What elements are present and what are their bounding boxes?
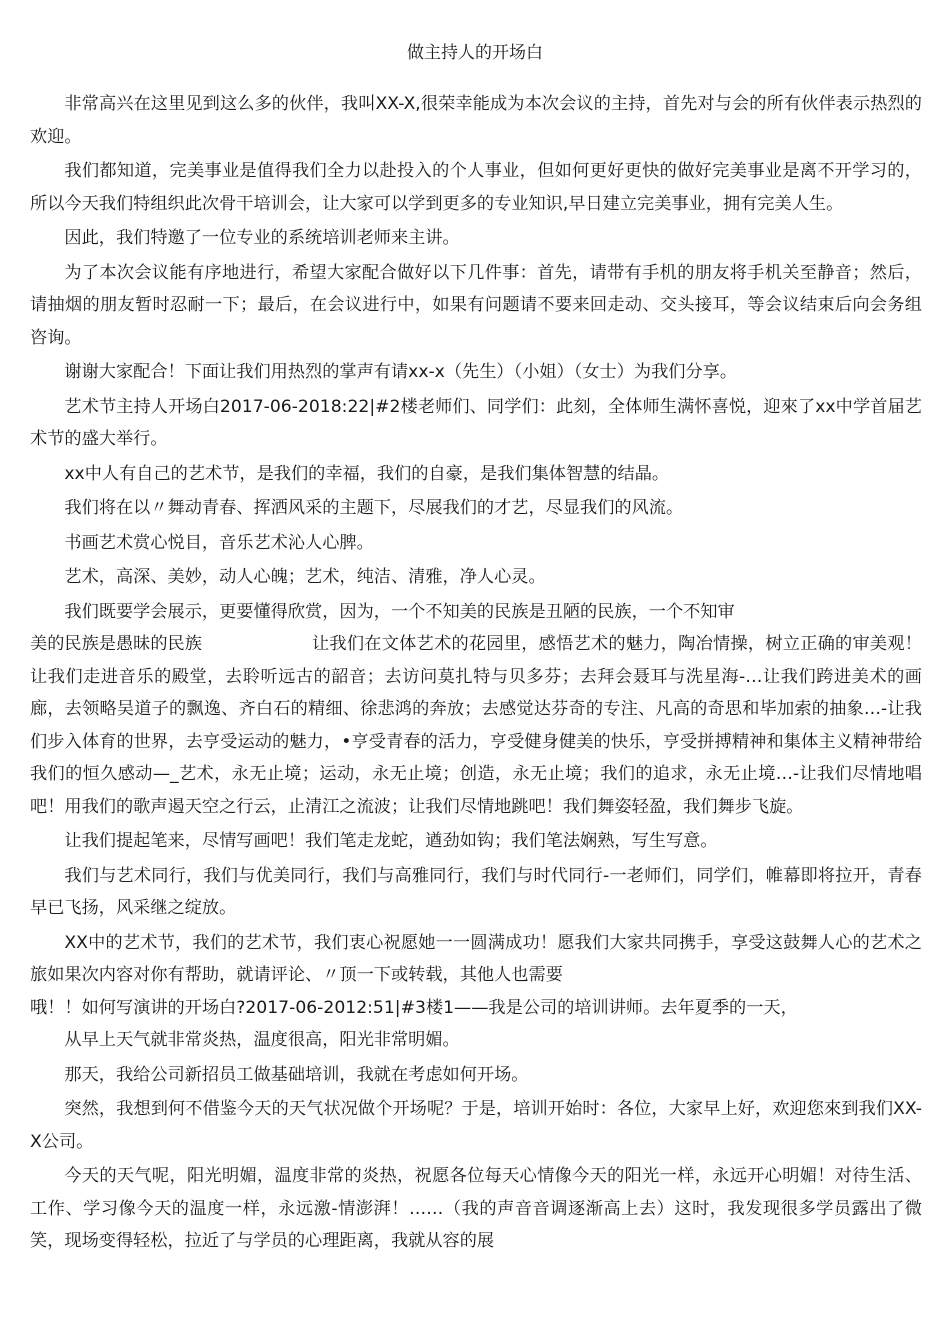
document-title: 做主持人的开场白 — [407, 43, 543, 63]
paragraph-clipped-line: 美的民族是愚昧的民族 — [30, 634, 202, 650]
paragraph-weather-wish: 今天的天气呢，阳光明媚，温度非常的炎热，祝愿各位每天心情像今天的阳光一样，永远开心明媚！对待生活、工作、学习像今天的温度一样，永远激-情澎湃！……（我的声音音调逐渐高上去）这时，我发现很多学员露出了微笑，现场变得轻松，拉近了与学员的心理距离，我就从容的展 — [30, 1166, 922, 1251]
paragraph-calligraphy: 让我们提起笔来，尽情写画吧！我们笔走龙蛇，遒劲如钩；我们笔法娴熟，写生写意。 — [64, 831, 718, 851]
paragraph-invite: 因此，我们特邀了一位专业的系统培训老师来主讲。 — [64, 228, 460, 248]
paragraph-painting-music: 书画艺术赏心悦目，音乐艺术沁人心脾。 — [64, 532, 374, 553]
paragraph-walk-with-art: 我们与艺术同行，我们与优美同行，我们与高雅同行，我们与时代同行-一老师们，同学们，帷幕即将拉开，青春早已飞扬，风采继之绽放。 — [30, 865, 922, 918]
paragraph-rules: 为了本次会议能有序地进行，希望大家配合做好以下几件事：首先，请带有手机的朋友将手机关至静音；然后，请抽烟的朋友暂时忍耐一下；最后，在会议进行中，如果有问题请不要来回走动、交头接耳，等会议结束后向会务组咨询。 — [30, 262, 922, 348]
paragraph-training: 那天，我给公司新招员工做基础培训，我就在考虑如何开场。 — [64, 1064, 529, 1085]
paragraph-speech-opening: 哦！！如何写演讲的开场白?2017-06-2012:51|#3楼1——我是公司的培训讲师。去年夏季的一天， — [30, 997, 798, 1018]
paragraph-thanks: 谢谢大家配合！下面让我们用热烈的掌声有请xx-x（先生）（小姐）（女士）为我们分享。 — [64, 362, 738, 382]
paragraph-hot-weather: 从早上天气就非常炎热，温度很高，阳光非常明媚。 — [64, 1030, 460, 1050]
paragraph-festival-wishes: XX中的艺术节，我们的艺术节，我们衷心祝愿她一一圆满成功！愿我们大家共同携手，享受这鼓舞人心的艺术之旅如果次内容对你有帮助，就请评论、〃顶一下或转载，其他人也需要 — [30, 932, 922, 985]
paragraph-art-festival-theme: 我们将在以〃舞动青春、挥洒风采的主题下，尽展我们的才艺，尽显我们的风流。 — [64, 498, 684, 518]
paragraph-greeting: 非常高兴在这里见到这么多的伙伴，我叫XX-X,很荣幸能成为本次会议的主持，首先对与会的所有伙伴表示热烈的欢迎。 — [30, 94, 922, 147]
paragraph-art-festival-pride: xx中人有自己的艺术节，是我们的幸福，我们的自豪，是我们集体智慧的结晶。 — [64, 463, 670, 484]
paragraph-art-praise: 艺术，高深、美妙，动人心魄；艺术，纯洁、清雅，净人心灵。 — [64, 567, 546, 587]
paragraph-career: 我们都知道，完美事业是值得我们全力以赴投入的个人事业，但如何更好更快的做好完美事业是离不开学习的，所以今天我们特组织此次骨干培训会，让大家可以学到更多的专业知识,早日建立完美事业，拥有完美人生。 — [30, 161, 922, 214]
paragraph-appreciation: 我们既要学会展示，更要懂得欣赏，因为，一个不知美的民族是丑陋的民族，一个不知审 — [64, 601, 735, 622]
document-body — [30, 88, 922, 1258]
paragraph-art-garden: 让我们在文体艺术的花园里，感悟艺术的魅力，陶冶情操，树立正确的审美观！让我们走进音乐的殿堂，去聆听远古的韶音；去访问莫扎特与贝多芬；去拜会聂耳与洗星海-…让我们跨进美术的画廊，去领略吴道子的飘逸、齐白石的精细、徐悲鸿的奔放；去感觉达芬奇的专注、凡高的奇思和毕加索的抽象…-让我们步入体育的世界，去亨受运动的魅力，•亨受青春的活力，亨受健身健美的快乐，亨受拼搏精神和集体主义精神带给我们的恒久感动—_艺术，永无止境；运动，永无止境；创造，永无止境；我们的追求，永无止境…-让我们尽情地唱吧！用我们的歌声遏天空之行云，止清江之流波；让我们尽情地跳吧！我们舞姿轻盈，我们舞步飞旋。 — [30, 634, 922, 817]
paragraph-idea: 突然，我想到何不借鉴今天的天气状况做个开场呢？于是，培训开始时：各位，大家早上好，欢迎您來到我们XX-X公司。 — [30, 1099, 922, 1152]
paragraph-art-festival-intro: 艺术节主持人开场白2017-06-2018:22|#2楼老师们、同学们：此刻，全体师生满怀喜悦，迎來了xx中学首届艺术节的盛大举行。 — [30, 396, 922, 449]
